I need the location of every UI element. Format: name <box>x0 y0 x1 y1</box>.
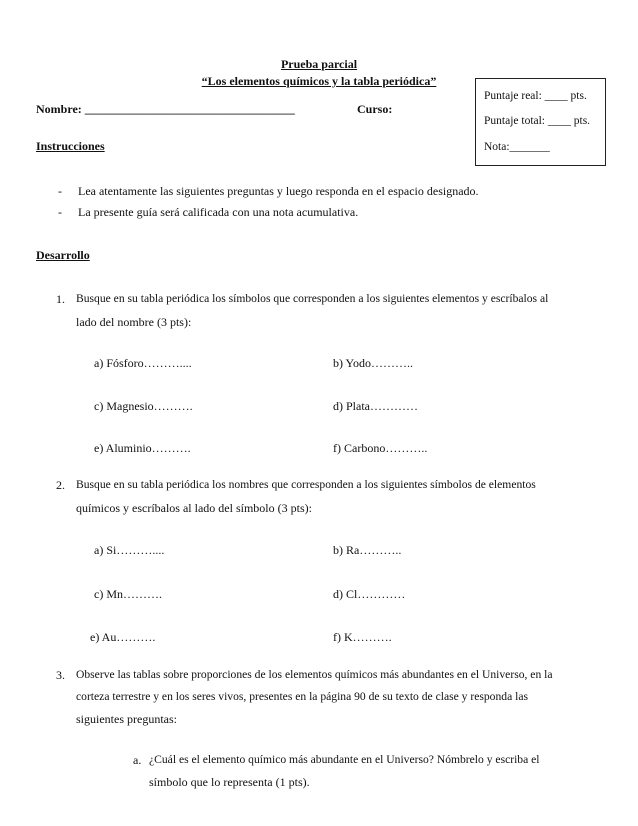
answer-item: c) Magnesio………. <box>94 399 193 413</box>
question-text: Busque en su tabla periódica los símbolos que corresponden a los siguientes elementos y escríbalos al <box>76 292 549 305</box>
question-text: Observe las tablas sobre proporciones de los elementos químicos más abundantes en el Universo, en la <box>76 668 553 681</box>
answer-item: b) Yodo……….. <box>333 356 414 370</box>
question-number: 2. <box>56 478 65 492</box>
answer-item: d) Cl………… <box>333 587 406 601</box>
answer-item: e) Au………. <box>90 630 156 644</box>
question-text: lado del nombre (3 pts): <box>76 315 192 329</box>
instruction-item: La presente guía será calificada con una nota acumulativa. <box>78 205 359 219</box>
subquestion-label: a. <box>133 753 142 767</box>
answer-item: f) Carbono……….. <box>333 441 428 455</box>
question-text: químicos y escríbalos al lado del símbolo (3 pts): <box>76 501 312 515</box>
score-total: Puntaje total: ____ pts. <box>484 115 591 127</box>
instruction-item: Lea atentamente las siguientes preguntas y luego responda en el espacio designado. <box>78 184 479 198</box>
question-number: 3. <box>56 668 65 682</box>
subquestion-text: símbolo que lo representa (1 pts). <box>149 775 310 789</box>
course-field: Curso: <box>357 102 393 116</box>
name-field: Nombre: ___________________________________ <box>36 102 295 116</box>
subquestion-text: ¿Cuál es el elemento químico más abundante en el Universo? Nómbrelo y escriba el <box>149 753 540 766</box>
question-text: Busque en su tabla periódica los nombres que corresponden a los siguientes símbolos de elementos <box>76 478 536 491</box>
instructions-heading: Instrucciones <box>36 139 105 153</box>
answer-item: f) K………. <box>333 630 392 644</box>
answer-item: e) Aluminio………. <box>94 441 191 455</box>
score-box <box>475 78 606 166</box>
answer-item: b) Ra……….. <box>333 543 402 557</box>
question-text: siguientes preguntas: <box>76 712 177 726</box>
desarrollo-heading: Desarrollo <box>36 248 90 262</box>
bullet-dash: - <box>58 184 62 198</box>
question-number: 1. <box>56 292 65 306</box>
score-real: Puntaje real: ____ pts. <box>484 90 587 102</box>
answer-item: a) Fósforo……….... <box>94 356 192 370</box>
answer-item: a) Si……….... <box>94 543 165 557</box>
question-text: corteza terrestre y en los seres vivos, presentes en la página 90 de su texto de clase y responda las <box>76 690 528 703</box>
answer-item: d) Plata………… <box>333 399 418 413</box>
score-nota: Nota:_______ <box>484 141 550 153</box>
answer-item: c) Mn………. <box>94 587 162 601</box>
page-title: Prueba parcial <box>280 57 358 71</box>
page-subtitle: “Los elementos químicos y la tabla periódica” <box>201 74 437 88</box>
bullet-dash: - <box>58 205 62 219</box>
